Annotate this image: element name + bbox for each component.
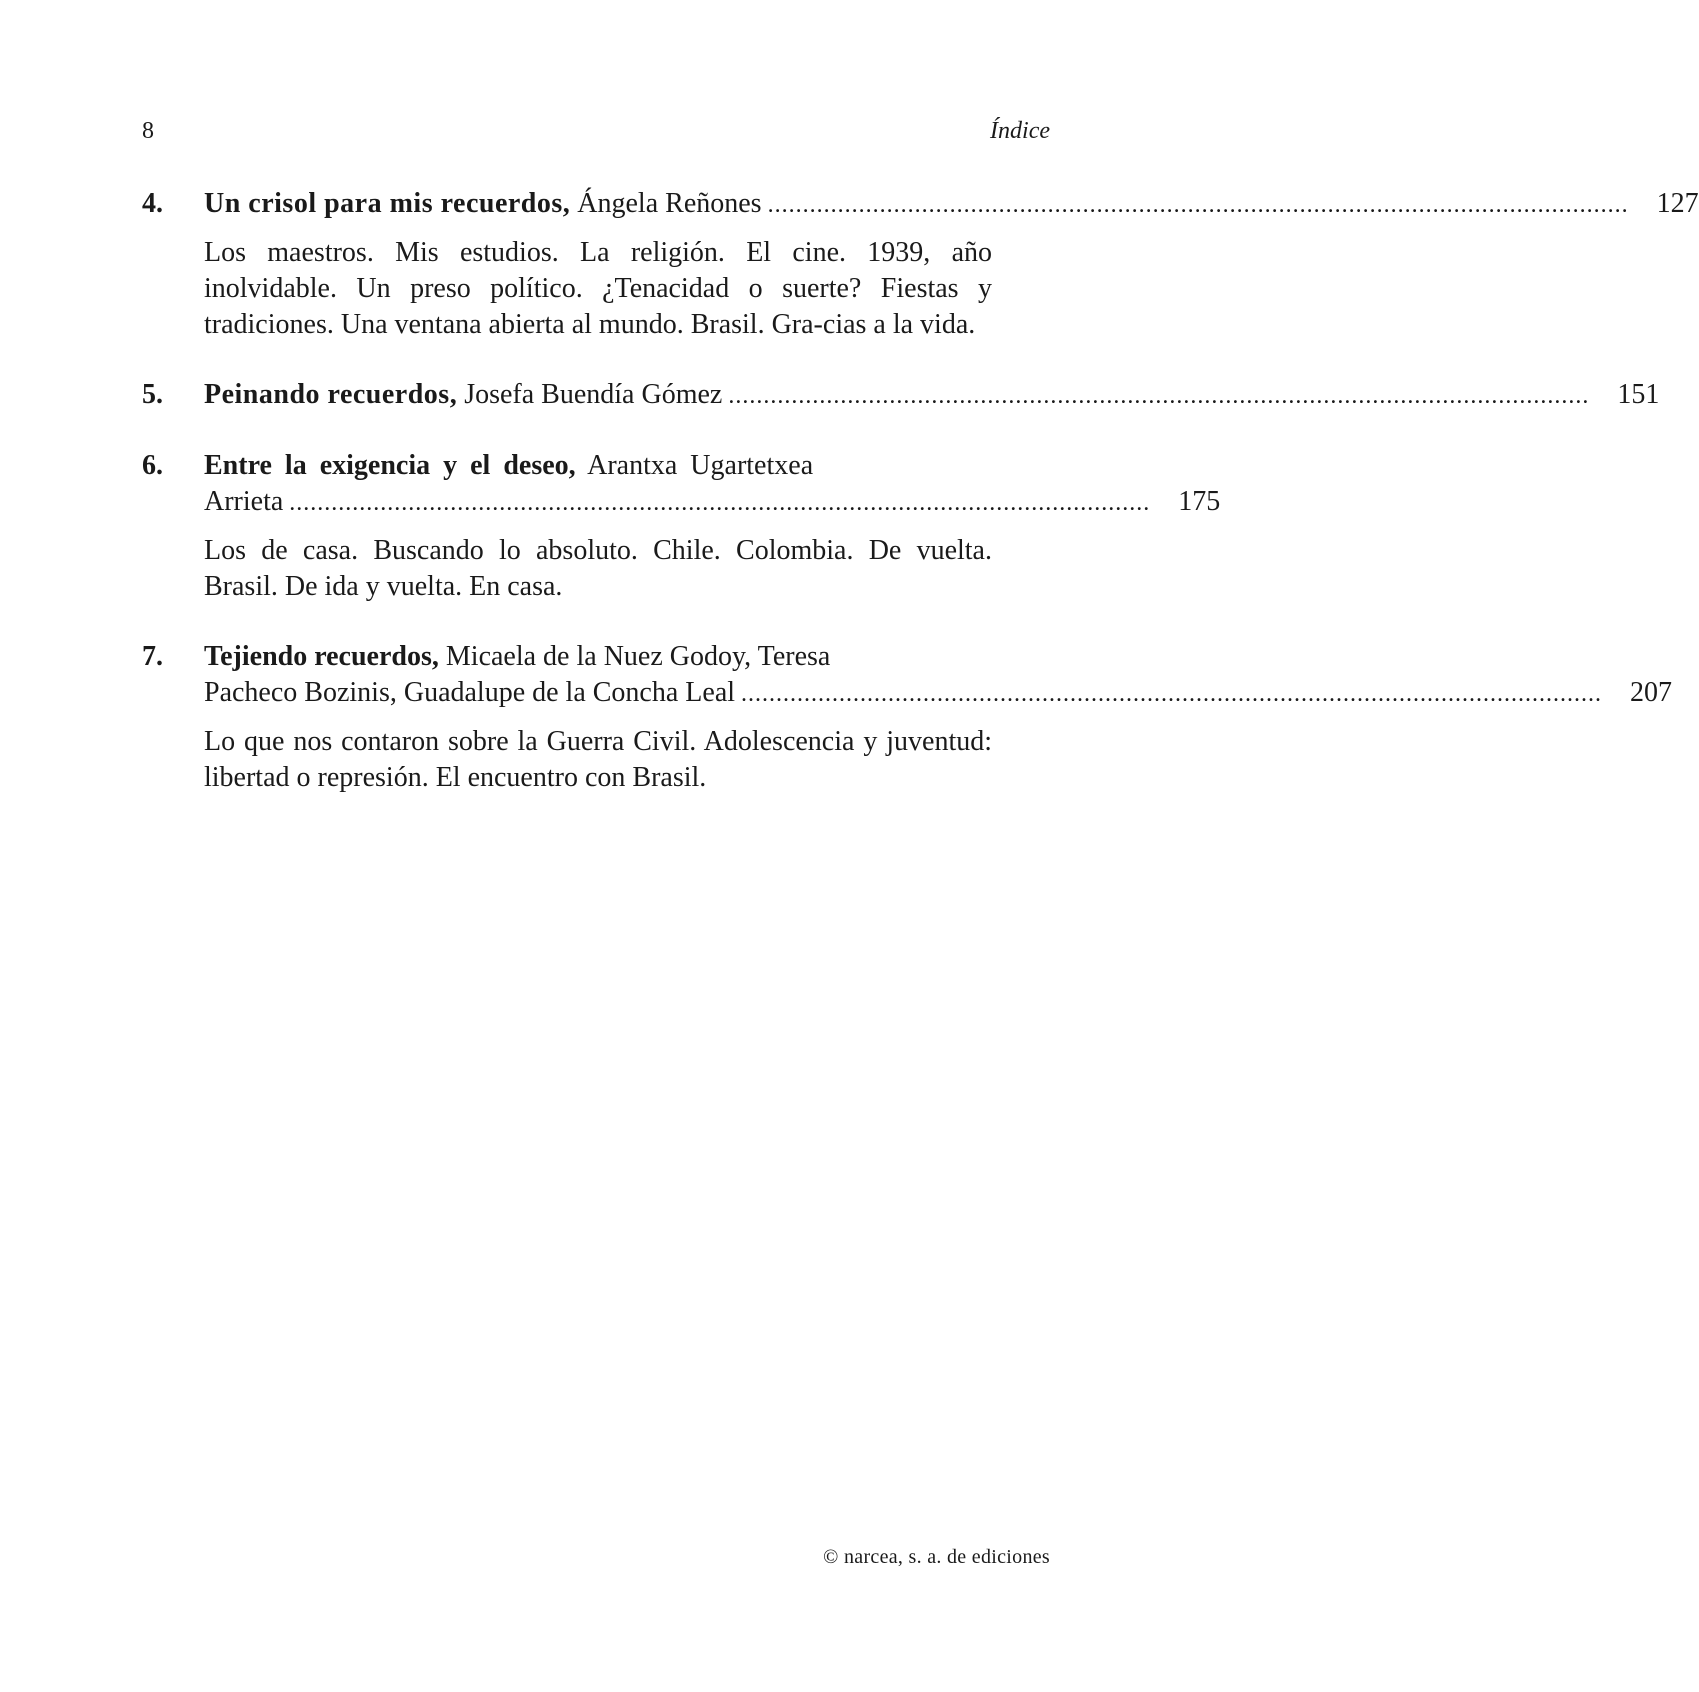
entry-page: 175: [1178, 486, 1221, 517]
entry-author: Ángela Reñones: [577, 188, 762, 219]
toc-entry-6: [142, 448, 1221, 605]
entry-heading-line1: [204, 639, 1050, 675]
entry-number: 5.: [142, 379, 163, 410]
entry-number: 7.: [142, 641, 163, 672]
entry-page: 207: [1630, 677, 1673, 708]
copyright-notice: © narcea, s. a. de ediciones: [823, 1546, 1050, 1568]
dot-leader: ...........................................................................................................................: [741, 681, 1603, 707]
page-number: 8: [142, 118, 154, 144]
entry-author: Josefa Buendía Gómez: [464, 379, 723, 410]
entry-description: Los de casa. Buscando lo absoluto. Chile. Colombia. De vuelta. Brasil. De ida y vuelta. En casa.: [204, 535, 992, 602]
entry-title: Tejiendo recuerdos,: [204, 641, 439, 672]
entry-heading-line2: [204, 675, 1673, 712]
entry-author: Micaela de la Nuez Godoy, Teresa: [445, 641, 831, 672]
dot-leader: ...........................................................................................................................: [289, 490, 1151, 516]
entry-heading: [204, 186, 1699, 223]
entry-author-cont: Pacheco Bozinis, Guadalupe de la Concha Leal: [204, 677, 736, 708]
entry-author-cont: Arrieta: [204, 486, 284, 517]
entry-page: 127: [1656, 188, 1699, 219]
entry-heading: [204, 377, 1660, 414]
entry-title: Un crisol para mis recuerdos,: [204, 188, 571, 219]
entry-description: Lo que nos contaron sobre la Guerra Civil. Adolescencia y juventud: libertad o represión. El encuentro con Brasil.: [204, 726, 992, 793]
entry-title: Entre la exigencia y el deseo,: [204, 450, 576, 481]
running-title: Índice: [990, 118, 1050, 144]
toc-entry-5: [142, 377, 1660, 414]
running-head: [142, 118, 1050, 158]
entry-title: Peinando recuerdos,: [204, 379, 458, 410]
entry-heading-line1: [204, 448, 1050, 484]
toc-entry-7: [142, 639, 1673, 796]
dot-leader: ...........................................................................................................................: [767, 192, 1629, 218]
entry-author: Arantxa Ugartetxea: [587, 450, 814, 481]
entry-heading-line2: [204, 484, 1221, 521]
toc-entry-4: [142, 186, 1699, 343]
dot-leader: ...........................................................................................................................: [728, 383, 1590, 409]
entry-number: 4.: [142, 188, 163, 219]
entry-page: 151: [1617, 379, 1660, 410]
entry-number: 6.: [142, 450, 163, 481]
table-of-contents: [142, 186, 1699, 796]
entry-description: Los maestros. Mis estudios. La religión. El cine. 1939, año inolvidable. Un preso político. ¿Tenacidad o suerte? Fiestas y tradiciones. Una ventana abierta al mundo. Brasil. Gra-cias a la vida.: [204, 237, 992, 340]
